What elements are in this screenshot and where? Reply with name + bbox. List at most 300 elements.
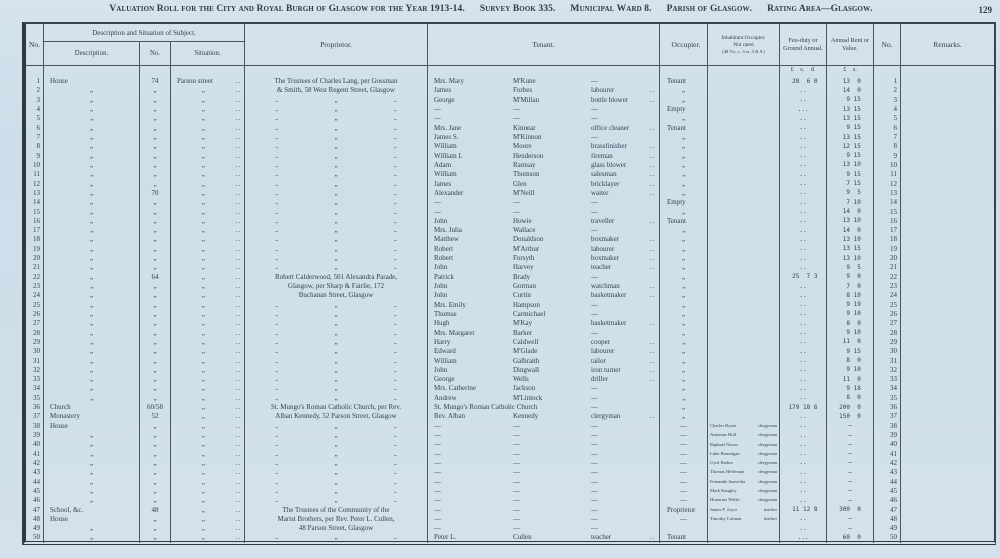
ditto-mark: „ [334, 235, 338, 244]
occupier-cell: Empty [660, 105, 708, 114]
situation-cell [171, 505, 245, 514]
row-number-right: 21 [874, 263, 901, 272]
feu-duty-cell: .. [780, 450, 827, 459]
street-number-cell: „ [140, 161, 171, 170]
row-number: 41 [26, 450, 44, 459]
feu-duty-units: £ s. d. [780, 66, 827, 77]
tenant-surname: M'Kay [513, 320, 533, 328]
leader-dots: .. [235, 421, 241, 430]
feu-duty-cell: .. [780, 356, 827, 365]
proprietor-cell [245, 142, 428, 151]
remarks-cell [901, 291, 994, 300]
leader-dots: .. [235, 77, 241, 86]
tenant-surname: Wallace [513, 227, 536, 235]
ditto-dots-left: .. [275, 179, 279, 188]
feu-duty-cell: .. [780, 431, 827, 440]
feu-duty-cell: .. [780, 179, 827, 188]
tenant-surname: M'Arthur [513, 245, 540, 253]
row-number-right: 19 [874, 245, 901, 254]
occupier-cell: „ [660, 179, 708, 188]
leader-dots: .. [649, 142, 655, 151]
tenant-forename: John [434, 217, 448, 225]
occupier-cell: — [660, 487, 708, 496]
row-number: 21 [26, 263, 44, 272]
tenant-cell [428, 217, 660, 226]
row-number-right: 23 [874, 282, 901, 291]
ditto-mark: „ [334, 319, 338, 328]
ditto-dots-right: .. [393, 254, 397, 263]
table-row [26, 152, 994, 161]
row-number-right: 16 [874, 217, 901, 226]
leader-dots: .. [235, 160, 241, 169]
annual-rent-cell: 13 15 [827, 245, 874, 254]
row-number-right: 25 [874, 301, 901, 310]
leader-dots: .. [235, 309, 241, 318]
row-number: 36 [26, 403, 44, 412]
tenant-cell [428, 245, 660, 254]
situation-text: „ [201, 272, 205, 281]
remarks-cell [901, 468, 994, 477]
units-spacer [874, 66, 901, 77]
ditto-dots-right: .. [393, 95, 397, 104]
feu-duty-cell: .. [780, 170, 827, 179]
row-number: 45 [26, 487, 44, 496]
proprietor-cell [245, 207, 428, 216]
situation-text: „ [201, 440, 205, 449]
leader-dots: .. [649, 533, 655, 542]
ditto-mark: „ [334, 216, 338, 225]
occupier-cell: — [660, 477, 708, 486]
feu-duty-cell: .. [780, 440, 827, 449]
tenant-forename: Andrew [434, 394, 457, 402]
inhabitant-occupation: clergyman [757, 488, 777, 494]
tenant-cell [428, 431, 660, 440]
table-row [26, 468, 994, 477]
leader-dots: .. [649, 254, 655, 263]
description-cell: „ [44, 468, 140, 477]
remarks-cell [901, 142, 994, 151]
leader-dots: .. [235, 216, 241, 225]
inhabitant-occupier-cell [708, 77, 780, 86]
row-number-right: 47 [874, 505, 901, 514]
tenant-surname: Dingwall [513, 366, 540, 374]
situation-cell [171, 198, 245, 207]
tenant-occupation: — [591, 134, 598, 142]
situation-cell [171, 310, 245, 319]
remarks-cell [901, 114, 994, 123]
leader-dots: .. [235, 412, 241, 421]
description-cell: „ [44, 198, 140, 207]
units-spacer [140, 66, 171, 77]
feu-duty-cell: .. [780, 226, 827, 235]
ditto-dots-right: .. [393, 477, 397, 486]
annual-rent-cell: 60 0 [827, 533, 874, 542]
tenant-cell [428, 291, 660, 300]
leader-dots: .. [649, 375, 655, 384]
row-number: 50 [26, 533, 44, 542]
situation-cell [171, 450, 245, 459]
annual-rent-cell: 7 0 [827, 282, 874, 291]
row-number: 7 [26, 133, 44, 142]
row-number-right: 20 [874, 254, 901, 263]
ditto-dots-right: .. [393, 105, 397, 114]
street-number-cell: „ [140, 96, 171, 105]
proprietor-cell [245, 366, 428, 375]
header-remarks: Remarks. [933, 39, 962, 49]
description-cell: „ [44, 235, 140, 244]
proprietor-text: 48 Parson Street, Glasgow [298, 524, 374, 533]
row-number-right: 27 [874, 319, 901, 328]
tenant-occupation: teacher [591, 264, 612, 272]
leader-dots: .. [649, 282, 655, 291]
remarks-cell [901, 133, 994, 142]
situation-text: „ [201, 449, 205, 458]
feu-duty-cell: .. [780, 319, 827, 328]
feu-duty-cell: .. [780, 161, 827, 170]
situation-cell [171, 319, 245, 328]
situation-cell [171, 217, 245, 226]
proprietor-cell [245, 319, 428, 328]
ditto-mark: „ [334, 170, 338, 179]
ditto-mark: „ [334, 421, 338, 430]
tenant-cell [428, 282, 660, 291]
inhabitant-occupier-cell [708, 142, 780, 151]
remarks-cell [901, 533, 994, 542]
tenant-surname: — [513, 525, 520, 533]
tenant-surname: M'Neill [513, 189, 535, 197]
street-number-cell: „ [140, 217, 171, 226]
tenant-occupation: — [591, 115, 598, 123]
tenant-surname: — [513, 478, 520, 486]
inhabitant-occupier-cell [708, 273, 780, 282]
table-row [26, 403, 994, 412]
street-number-cell: „ [140, 356, 171, 365]
street-number-cell: „ [140, 114, 171, 123]
ditto-mark: „ [334, 123, 338, 132]
street-number-cell: „ [140, 487, 171, 496]
proprietor-cell [245, 217, 428, 226]
tenant-cell [428, 105, 660, 114]
ditto-dots-left: .. [275, 133, 279, 142]
situation-cell [171, 440, 245, 449]
proprietor-cell [245, 459, 428, 468]
occupier-cell: — [660, 440, 708, 449]
inhabitant-occupier-cell [708, 403, 780, 412]
ditto-mark: „ [334, 449, 338, 458]
inhabitant-occupier-cell [708, 124, 780, 133]
tenant-forename: Mrs. Margaret [434, 329, 475, 337]
situation-text: „ [201, 160, 205, 169]
tenant-forename: William [434, 143, 457, 151]
ditto-dots-left: .. [275, 440, 279, 449]
leader-dots: .. [649, 95, 655, 104]
inhabitant-occupier-cell [708, 254, 780, 263]
situation-cell [171, 161, 245, 170]
units-spacer [428, 66, 660, 77]
proprietor-cell [245, 282, 428, 291]
leader-dots: .. [649, 347, 655, 356]
situation-cell [171, 142, 245, 151]
row-number-right: 28 [874, 328, 901, 337]
tenant-forename: Alexander [434, 189, 464, 197]
row-number-right: 11 [874, 170, 901, 179]
row-number: 26 [26, 310, 44, 319]
ditto-mark: „ [334, 179, 338, 188]
ditto-mark: „ [334, 384, 338, 393]
tenant-occupation: — [591, 208, 598, 216]
units-spacer [171, 66, 245, 77]
table-row [26, 384, 994, 393]
tenant-occupation: waiter [591, 189, 609, 197]
annual-rent-cell: — [827, 459, 874, 468]
row-number-right: 45 [874, 487, 901, 496]
tenant-forename: — [434, 497, 441, 505]
tenant-occupation: — [591, 515, 598, 523]
tenant-forename: — [434, 106, 441, 114]
feu-duty-cell: .. [780, 524, 827, 533]
inhabitant-name: James F. Joyce [710, 507, 738, 512]
tenant-surname: Jackson [513, 385, 536, 393]
street-number-cell: „ [140, 198, 171, 207]
tenant-surname: — [513, 441, 520, 449]
situation-cell [171, 403, 245, 412]
leader-dots: .. [235, 365, 241, 374]
proprietor-cell [245, 170, 428, 179]
remarks-cell [901, 245, 994, 254]
row-number: 28 [26, 328, 44, 337]
ditto-dots-right: .. [393, 347, 397, 356]
tenant-cell [428, 394, 660, 403]
ditto-mark: „ [334, 160, 338, 169]
ditto-mark: „ [334, 254, 338, 263]
occupier-cell: Empty [660, 198, 708, 207]
tenant-occupation: — [591, 106, 598, 114]
street-number-cell: „ [140, 366, 171, 375]
situation-cell [171, 96, 245, 105]
table-row [26, 505, 994, 514]
description-cell: „ [44, 96, 140, 105]
annual-rent-cell: — [827, 477, 874, 486]
proprietor-cell [245, 375, 428, 384]
annual-rent-cell: 9 18 [827, 384, 874, 393]
situation-cell [171, 515, 245, 524]
tenant-cell [428, 179, 660, 188]
tenant-occupation: — [591, 422, 598, 430]
ditto-dots-right: .. [393, 142, 397, 151]
occupier-cell: „ [660, 226, 708, 235]
inhabitant-occupier-cell [708, 440, 780, 449]
annual-rent-cell: — [827, 487, 874, 496]
table-row [26, 282, 994, 291]
inhabitant-occupier-cell [708, 86, 780, 95]
tenant-cell [428, 152, 660, 161]
tenant-cell [428, 356, 660, 365]
inhabitant-occupier-cell [708, 179, 780, 188]
tenant-forename: — [434, 115, 441, 123]
leader-dots: .. [649, 86, 655, 95]
header-inhabitant-statute: (48 Vic. c. 3 ss. 3 & 9.) [722, 48, 765, 54]
leader-dots: .. [235, 337, 241, 346]
ditto-dots-left: .. [275, 300, 279, 309]
feu-duty-cell: .. [780, 114, 827, 123]
feu-duty-cell: ... [780, 533, 827, 542]
occupier-cell: — [660, 515, 708, 524]
tenant-forename: — [434, 199, 441, 207]
tenant-forename: John [434, 264, 448, 272]
situation-text: „ [201, 505, 205, 514]
tenant-forename: — [434, 441, 441, 449]
occupier-cell: „ [660, 245, 708, 254]
tenant-surname: Cullen [513, 534, 532, 542]
row-number-right: 29 [874, 338, 901, 347]
street-number-cell: „ [140, 328, 171, 337]
leader-dots: .. [235, 114, 241, 123]
remarks-cell [901, 161, 994, 170]
description-cell: House [44, 515, 140, 524]
occupier-cell: „ [660, 347, 708, 356]
situation-text: „ [201, 431, 205, 440]
row-number-right: 12 [874, 179, 901, 188]
leader-dots: .. [235, 440, 241, 449]
proprietor-cell [245, 347, 428, 356]
table-row [26, 189, 994, 198]
tenant-surname: Carmichael [513, 310, 546, 318]
tenant-surname: Moore [513, 143, 532, 151]
ditto-mark: „ [334, 207, 338, 216]
ditto-dots-right: .. [393, 458, 397, 467]
feu-duty-cell: .. [780, 412, 827, 421]
proprietor-text: Alban Kennedy, 52 Parson Street, Glasgow [275, 412, 397, 421]
situation-text: „ [201, 514, 205, 523]
occupier-cell: — [660, 459, 708, 468]
ditto-mark: „ [334, 375, 338, 384]
tenant-occupation: — [591, 310, 598, 318]
proprietor-cell [245, 487, 428, 496]
leader-dots: .. [649, 188, 655, 197]
description-cell: „ [44, 245, 140, 254]
leader-dots: .. [235, 449, 241, 458]
tenant-surname: — [513, 106, 520, 114]
tenant-cell [428, 198, 660, 207]
annual-rent-cell: 7 10 [827, 198, 874, 207]
table-row [26, 347, 994, 356]
row-number-right: 31 [874, 356, 901, 365]
tenant-surname: Wells [513, 376, 529, 384]
ditto-dots-right: .. [393, 421, 397, 430]
tenant-forename: — [434, 478, 441, 486]
street-number-cell: 74 [140, 77, 171, 86]
tenant-surname: Kinnear [513, 124, 536, 132]
occupier-cell: „ [660, 133, 708, 142]
tenant-cell [428, 133, 660, 142]
occupier-cell: „ [660, 254, 708, 263]
inhabitant-occupier-cell [708, 384, 780, 393]
ditto-dots-right: .. [393, 114, 397, 123]
row-number: 5 [26, 114, 44, 123]
leader-dots: .. [235, 375, 241, 384]
ditto-mark: „ [334, 226, 338, 235]
row-number: 34 [26, 384, 44, 393]
situation-text: „ [201, 524, 205, 533]
occupier-cell: „ [660, 412, 708, 421]
remarks-cell [901, 170, 994, 179]
row-number: 11 [26, 170, 44, 179]
table-row [26, 328, 994, 337]
proprietor-cell [245, 412, 428, 421]
street-number-cell: „ [140, 282, 171, 291]
tenant-surname: Gorman [513, 283, 536, 291]
tenant-cell [428, 254, 660, 263]
row-number-right: 37 [874, 412, 901, 421]
tenant-forename: William [434, 171, 457, 179]
leader-dots: .. [649, 235, 655, 244]
row-number: 4 [26, 105, 44, 114]
ditto-dots-left: .. [275, 309, 279, 318]
street-number-cell: „ [140, 533, 171, 542]
description-cell: „ [44, 226, 140, 235]
header-inhabitant-line1: Inhabitant Occupier. [721, 34, 766, 41]
table-row [26, 431, 994, 440]
occupier-cell: — [660, 468, 708, 477]
table-row [26, 273, 994, 282]
remarks-cell [901, 505, 994, 514]
leader-dots: .. [235, 514, 241, 523]
situation-cell [171, 254, 245, 263]
tenant-occupation: basketmaker [591, 320, 627, 328]
table-row [26, 235, 994, 244]
feu-duty-cell: .. [780, 198, 827, 207]
tenant-surname: M'Kune [513, 78, 536, 86]
ditto-dots-right: .. [393, 496, 397, 505]
ditto-dots-right: .. [393, 244, 397, 253]
feu-duty-cell: .. [780, 142, 827, 151]
tenant-forename: — [434, 525, 441, 533]
remarks-cell [901, 77, 994, 86]
remarks-cell [901, 301, 994, 310]
tenant-occupation: — [591, 78, 598, 86]
tenant-forename: Matthew [434, 236, 459, 244]
tenant-cell [428, 477, 660, 486]
leader-dots: .. [649, 151, 655, 160]
table-row [26, 412, 994, 421]
row-number-right: 13 [874, 189, 901, 198]
row-number: 23 [26, 282, 44, 291]
annual-rent-cell: 8 0 [827, 319, 874, 328]
tenant-cell [428, 515, 660, 524]
annual-rent-cell: 14 0 [827, 226, 874, 235]
annual-rent-cell: 300 0 [827, 505, 874, 514]
table-row [26, 198, 994, 207]
remarks-cell [901, 356, 994, 365]
remarks-cell [901, 282, 994, 291]
proprietor-cell [245, 77, 428, 86]
remarks-cell [901, 375, 994, 384]
ditto-dots-right: .. [393, 356, 397, 365]
occupier-cell: „ [660, 310, 708, 319]
leader-dots: .. [235, 207, 241, 216]
situation-text: „ [201, 244, 205, 253]
tenant-surname: — [513, 487, 520, 495]
description-cell: „ [44, 179, 140, 188]
leader-dots: .. [235, 384, 241, 393]
ditto-mark: „ [334, 309, 338, 318]
inhabitant-occupier-cell [708, 282, 780, 291]
situation-text: „ [201, 114, 205, 123]
ditto-dots-left: .. [275, 114, 279, 123]
ditto-mark: „ [334, 300, 338, 309]
tenant-forename: James S. [434, 134, 459, 142]
situation-text: „ [201, 486, 205, 495]
